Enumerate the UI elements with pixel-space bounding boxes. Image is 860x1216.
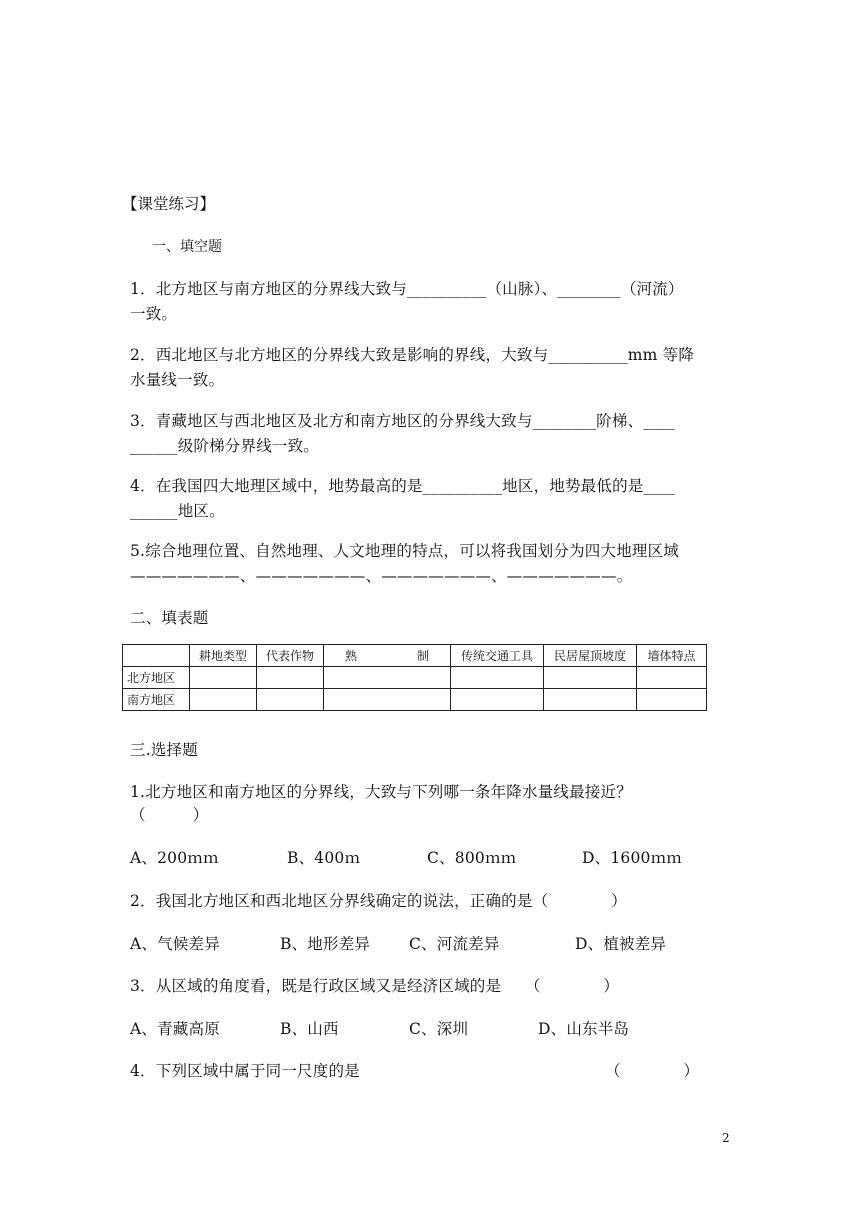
table-header-cell: 民居屋顶坡度 <box>544 645 637 667</box>
part3-heading: 三.选择题 <box>130 741 198 759</box>
choice-question-1-paren: （ ） <box>130 806 209 824</box>
table-header-cell: 耕地类型 <box>190 645 257 667</box>
page-number: 2 <box>722 1131 730 1145</box>
choice-question-3-stem: 3．从区域的角度看，既是行政区域又是经济区域的是 （ ） <box>130 977 620 995</box>
question-5-line2: ———————、———————、———————、———————。 <box>130 567 633 585</box>
option-b[interactable]: B、地形差异 <box>280 935 371 953</box>
option-a[interactable]: A、青藏高原 <box>130 1020 220 1038</box>
table-cell[interactable] <box>544 667 637 689</box>
option-b[interactable]: B、山西 <box>280 1020 339 1038</box>
question-3-line2: ______级阶梯分界线一致。 <box>130 437 320 455</box>
choice-question-4-paren: （ ） <box>605 1062 700 1080</box>
table-cell[interactable] <box>451 667 544 689</box>
choice-question-4-stem: 4．下列区域中属于同一尺度的是 <box>130 1062 360 1080</box>
option-a[interactable]: A、200ｍｍ <box>130 849 219 867</box>
table-cell[interactable] <box>451 689 544 711</box>
choice-question-2-stem: 2．我国北方地区和西北地区分界线确定的说法，正确的是（ ） <box>130 892 627 910</box>
question-4-line1: 4．在我国四大地理区域中，地势最高的是__________地区，地势最低的是____ <box>130 477 676 495</box>
table-cell[interactable] <box>324 689 451 711</box>
table-row-label: 北方地区 <box>123 667 190 689</box>
part1-heading: 一、填空题 <box>152 239 222 255</box>
table-cell[interactable] <box>637 667 707 689</box>
table-cell[interactable] <box>190 689 257 711</box>
part2-heading: 二、填表题 <box>130 609 209 627</box>
table-header-cell: 墙体特点 <box>637 645 707 667</box>
option-c[interactable]: C、深圳 <box>409 1020 469 1038</box>
table-cell[interactable] <box>257 667 324 689</box>
section-title: 【课堂练习】 <box>122 195 216 213</box>
choice-question-1-stem: 1.北方地区和南方地区的分界线，大致与下列哪一条年降水量线最接近？ <box>130 783 632 801</box>
question-4-line2: ______地区。 <box>130 502 225 520</box>
question-3-line1: 3．青藏地区与西北地区及北方和南方地区的分界线大致与________阶梯、____ <box>130 412 676 430</box>
question-5-line1: 5.综合地理位置、自然地理、人文地理的特点，可以将我国划分为四大地理区域 <box>130 542 679 560</box>
option-d[interactable]: D、植被差异 <box>575 935 667 953</box>
table-row-label: 南方地区 <box>123 689 190 711</box>
option-d[interactable]: D、1600ｍｍ <box>582 849 682 867</box>
table-header-cell: 传统交通工具 <box>451 645 544 667</box>
table-header-cell: 代表作物 <box>257 645 324 667</box>
question-2-line1: 2．西北地区与北方地区的分界线大致是影响的界线，大致与__________mm 等降 <box>130 346 695 364</box>
fill-in-table <box>122 644 707 711</box>
option-b[interactable]: B、400ｍ <box>287 849 361 867</box>
table-cell[interactable] <box>544 689 637 711</box>
option-d[interactable]: D、山东半岛 <box>538 1020 630 1038</box>
question-2-line2: 水量线一致。 <box>130 371 225 389</box>
table-cell[interactable] <box>324 667 451 689</box>
question-1-line2: 一致。 <box>130 305 178 323</box>
table-cell[interactable] <box>257 689 324 711</box>
table-header-cell <box>123 645 190 667</box>
table-cell[interactable] <box>637 689 707 711</box>
table-cell[interactable] <box>190 667 257 689</box>
table-row <box>123 667 707 689</box>
question-1-line1: 1．北方地区与南方地区的分界线大致与__________（山脉）、________（河流） <box>130 280 684 298</box>
table-row <box>123 689 707 711</box>
option-a[interactable]: A、气候差异 <box>130 935 220 953</box>
table-header-cell: 熟 制 <box>324 645 451 667</box>
table-header-row <box>123 645 707 667</box>
option-c[interactable]: C、河流差异 <box>409 935 500 953</box>
option-c[interactable]: C、800ｍｍ <box>427 849 517 867</box>
